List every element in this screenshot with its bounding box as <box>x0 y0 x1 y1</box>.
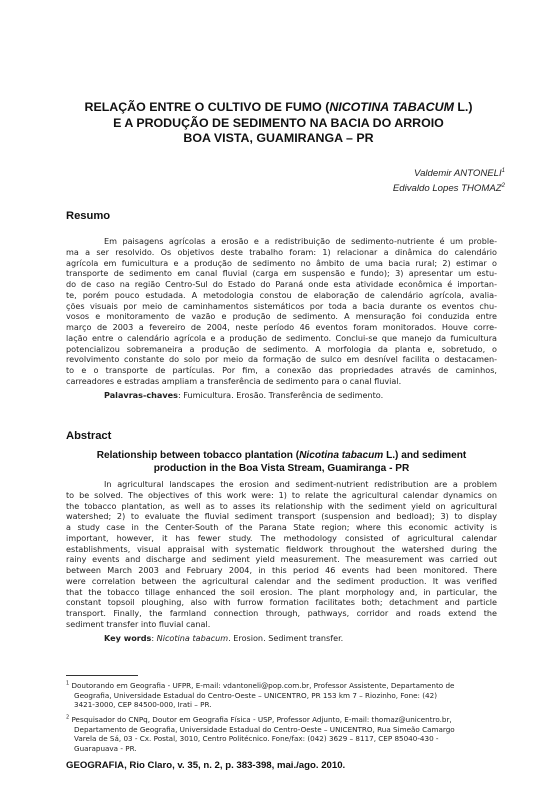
subtitle-line: Relationship between tobacco plantation (Nicotina tabacum L.) and sediment <box>96 450 467 461</box>
footnote-line: 3421-3000, CEP 84500-000, Irati – PR. <box>74 700 212 710</box>
footnote <box>66 715 497 753</box>
abstract-title <box>66 450 497 475</box>
text-line: constant topsoil ploughing, also with furrow formation facilitates both; detachment and particle <box>66 597 497 608</box>
text-line: ções visuais por meio de caminhamentos sistemáticos por toda a bacia durante os eventos chu- <box>66 300 497 311</box>
text-line: agrícola em fumicultura e a produção de sedimento no âmbito de uma bacia rural; 2) estimar o <box>66 257 497 268</box>
text-line: were correlation between the agricultural calendar and the sediment production. It was verified <box>66 575 497 586</box>
text-line: vosos e monitoramento de vazão e produção de sedimento. A mensuração foi conduzida entre <box>66 311 497 322</box>
footnote <box>66 681 497 710</box>
footnote-line: Geografia, Universidade Estadual do Centro-Oeste – UNICENTRO, PR 153 km 7 – Riozinho, Fone: (42) <box>74 690 438 700</box>
footnote-line: Guarapuava - PR. <box>74 743 137 753</box>
abstract-body <box>66 479 497 630</box>
resumo-heading: Resumo <box>66 210 111 222</box>
resumo-keywords: Palavras-chaves: Fumicultura. Erosão. Transferência de sedimento. <box>104 390 384 400</box>
text-line: that the tobacco tillage enhanced the soil erosion. The plant morphology and, in particular, the <box>66 586 497 597</box>
text-line: between March 2003 and February 2004, in this period 46 events had been monitored. There <box>66 565 497 575</box>
text-line: In agricultural landscapes the erosion and sediment-nutrient redistribution are a problem <box>104 479 497 489</box>
text-line: revolvimento constante do solo por meio da formação de sulco em desnível facilita o destacamen- <box>66 354 497 365</box>
footnote-line: $^2$ Pesquisador do CNPq, Doutor em Geografia Física - USP, Professor Adjunto, E-mail: thomaz@unicentro.br, <box>66 714 452 724</box>
text-line: rainy events and discharge and sediment yield measurement. The measurement was carried out <box>66 554 497 565</box>
author-list <box>393 166 505 196</box>
text-line: carreadores e estradas ampliam a transferência de sedimento para o canal fluvial. <box>66 375 402 386</box>
text-line: potencializou sobremaneira a produção de sedimento. A morfologia da planta e, sobretudo, o <box>66 343 497 354</box>
text-line: te, porém pouco estudada. A metodologia constou de elaboração de calendário agrícola, avalia- <box>66 289 497 300</box>
author: Edivaldo Lopes THOMAZ$^2$ <box>392 182 505 194</box>
text-line: Em paisagens agrícolas a erosão e a redistribuição de sedimento-nutriente é um proble- <box>104 236 497 246</box>
author: Valdemir ANTONELI$^1$ <box>414 167 505 179</box>
title-line: RELAÇÃO ENTRE O CULTIVO DE FUMO (NICOTINA TABACUM L.) <box>84 100 473 114</box>
abstract-heading: Abstract <box>66 430 112 442</box>
article-title <box>50 100 507 147</box>
text-line: important, however, it has fewer study. The methodology consisted of agricultural calendar <box>66 532 497 543</box>
text-line: sediment transfer into fluvial canal. <box>66 618 211 629</box>
text-line: março de 2003 a fevereiro de 2004, neste período 46 eventos foram monitorados. Houve corre- <box>66 322 497 332</box>
subtitle-line: production in the Boa Vista Stream, Guamiranga - PR <box>153 462 410 474</box>
footnote-line: $^1$ Doutorando em Geografia - UFPR, E-mail: vdantoneli@pop.com.br, Professor Assistente, Departamento de <box>66 680 455 690</box>
text-line: the tobacco plantation, as well as to asses its relationship with the sediment yield on agricultural <box>66 500 497 511</box>
footnote-divider <box>66 675 138 676</box>
text-line: to be solved. The objectives of this work were: 1) to relate the agricultural calendar dynamics on <box>66 489 497 500</box>
footnote-line: Varela de Sá, 03 - Cx. Postal, 3010, Centro Politécnico. Fone/fax: (042) 3629 – 8117, CEP 85040-430 - <box>74 734 439 744</box>
text-line: transporte de sedimento em canal fluvial (carga em suspensão e fundo); 3) apresentar um estu- <box>66 268 497 279</box>
journal-footer: GEOGRAFIA, Rio Claro, v. 35, n. 2, p. 383-398, mai./ago. 2010. <box>66 760 346 771</box>
title-line: BOA VISTA, GUAMIRANGA – PR <box>183 131 374 145</box>
text-line: a study case in the Center-South of the Parana State region; where this economic activity is <box>66 522 497 532</box>
text-line: ma a ser resolvido. Os objetivos deste trabalho foram: 1) relacionar a dinâmica do calendário <box>66 246 497 257</box>
footnote-line: Departamento de Geografia, Universidade Estadual do Centro-Oeste – UNICENTRO, Rua Simeão Camargo <box>74 724 455 734</box>
text-line: transport. Finally, the farmland connection through, pathways, corridor and roads extend the <box>66 608 497 618</box>
text-line: do de caso na região Centro-Sul do Estado do Paraná onde esta atividade econômica é importan- <box>66 279 497 289</box>
text-line: establishments, visual appraisal with systematic fieldwork throughout the watershed during the <box>66 543 497 554</box>
abstract-keywords: Key words: Nicotina tabacum. Erosion. Sediment transfer. <box>104 633 344 643</box>
resumo-body <box>66 236 497 387</box>
text-line: to e o transporte de partículas. Por fim, a conexão das propriedades através de caminhos, <box>66 365 497 375</box>
text-line: watershed; 2) to evaluate the fluvial sediment transport (suspension and bedload); 3) to display <box>66 511 497 522</box>
title-line: E A PRODUÇÃO DE SEDIMENTO NA BACIA DO ARROIO <box>113 115 444 130</box>
text-line: lação entre o calendário agrícola e a produção de sedimento. Conclui-se que manejo da fumicultura <box>66 332 497 343</box>
